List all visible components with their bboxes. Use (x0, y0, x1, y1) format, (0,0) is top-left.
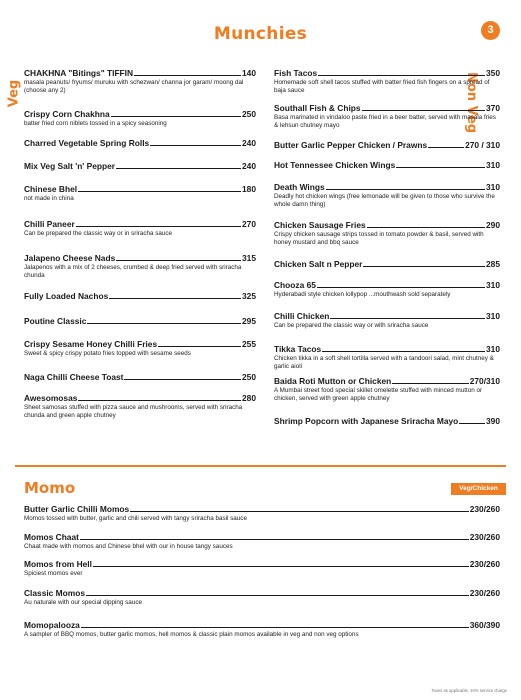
page-number-badge: 3 (481, 21, 500, 40)
item-name: Fish Tacos (274, 68, 318, 78)
menu-item (24, 588, 500, 607)
item-name: Fully Loaded Nachos (24, 291, 109, 301)
item-description: Hyderabadi style chicken lollypop ...mouthwash sold separately (274, 290, 451, 298)
item-description: Spiciest momos ever (24, 569, 83, 577)
item-name: Hot Tennessee Chicken Wings (274, 160, 396, 170)
item-name: Butter Garlic Pepper Chicken / Prawns (274, 140, 428, 150)
menu-item (274, 220, 500, 247)
item-price: 240 (242, 161, 256, 171)
footer-note: Taxes as applicable, 10% service charge (431, 688, 507, 693)
momo-section-title: Momo (24, 479, 76, 497)
menu-item (24, 219, 256, 238)
item-name: Momos Chaat (24, 532, 79, 542)
item-description: Au naturale with our special dipping sauce (24, 598, 142, 606)
item-price: 295 (242, 316, 256, 326)
menu-item (24, 620, 500, 639)
item-description: Sheet samosas stuffed with pizza sauce and mushrooms, served with sriracha chunda and green apple chutney (24, 403, 243, 419)
item-name: Poutine Classic (24, 316, 87, 326)
item-description: Sweet & spicy crispy potato fries topped with sesame seeds (24, 349, 191, 357)
item-description: Jalapenos with a mix of 2 cheeses, crumbed & deep fried served with sriracha chunda (24, 263, 242, 279)
menu-item (274, 416, 500, 426)
menu-item (24, 184, 256, 203)
item-description: Momos tossed with butter, garlic and chili served with tangy sriracha basil sauce (24, 514, 247, 522)
item-price: 310 (486, 280, 500, 290)
item-description: Homemade soft shell tacos stuffed with batter fried fish fingers on a spread of baja sauce (274, 78, 490, 94)
item-price: 390 (486, 416, 500, 426)
page-title: Munchies (213, 24, 308, 44)
item-name: Momopalooza (24, 620, 80, 630)
item-price: 310 (486, 311, 500, 321)
menu-item (24, 504, 500, 523)
item-price: 370 (486, 103, 500, 113)
menu-item (274, 160, 500, 170)
menu-item (274, 182, 500, 209)
item-name: Classic Momos (24, 588, 85, 598)
item-price: 310 (486, 344, 500, 354)
item-price: 285 (486, 259, 500, 269)
menu-item (24, 253, 256, 280)
menu-item (24, 393, 256, 420)
item-description: masala peanuts/ fryums/ muruku with schezwan/ channa jor garam/ moong dal (choose any 2) (24, 78, 244, 94)
menu-item (24, 161, 256, 171)
item-description: Deadly hot chicken wings (free lemonade will be given to those who survive the whole damn thing) (274, 192, 495, 208)
item-description: Basa marinated in vindaloo paste fried in a beer batter, served with masala fries & lehsun chutney mayo (274, 113, 496, 129)
item-price: 280 (242, 393, 256, 403)
item-name: Charred Vegetable Spring Rolls (24, 138, 150, 148)
item-name: Mix Veg Salt 'n' Pepper (24, 161, 116, 171)
item-description: Chicken tikka in a soft shell tortilla served with a tandoori salad, mint chutney & garlic aioli (274, 354, 494, 370)
menu-item (274, 344, 500, 371)
item-name: Chinese Bhel (24, 184, 78, 194)
item-name: Baida Roti Mutton or Chicken (274, 376, 392, 386)
veg-side-label: Veg (6, 79, 22, 108)
menu-item (274, 311, 500, 330)
item-name: Chicken Salt n Pepper (274, 259, 363, 269)
item-name: Awesomosas (24, 393, 78, 403)
menu-item (24, 559, 500, 578)
item-price: 310 (486, 182, 500, 192)
item-price: 360/390 (469, 620, 500, 630)
menu-item (24, 339, 256, 358)
item-name: Shrimp Popcorn with Japanese Sriracha Mayo (274, 416, 459, 426)
item-description: Chaat made with momos and Chinese bhel with our in house tangy sauces (24, 542, 233, 550)
menu-item (24, 138, 256, 148)
menu-item (274, 103, 500, 130)
item-price: 230/260 (469, 504, 500, 514)
menu-item (24, 532, 500, 551)
item-name: Southall Fish & Chips (274, 103, 361, 113)
item-price: 310 (486, 160, 500, 170)
item-price: 255 (242, 339, 256, 349)
item-name: Crispy Sesame Honey Chilli Fries (24, 339, 158, 349)
item-name: Chilli Chicken (274, 311, 330, 321)
item-description: A Mumbai street food special skillet omelette stuffed with minced mutton or chicken, served with green apple chutney (274, 386, 483, 402)
item-name: Tikka Tacos (274, 344, 322, 354)
item-price: 315 (242, 253, 256, 263)
menu-item (24, 316, 256, 326)
item-name: Butter Garlic Chilli Momos (24, 504, 130, 514)
item-price: 325 (242, 291, 256, 301)
item-description: Can be prepared the classic way or in sriracha sauce (24, 229, 173, 237)
section-divider (15, 465, 506, 467)
item-price: 180 (242, 184, 256, 194)
item-name: Chilli Paneer (24, 219, 75, 229)
item-name: Naga Chilli Cheese Toast (24, 372, 124, 382)
menu-item (274, 376, 500, 403)
item-price: 270 (242, 219, 256, 229)
item-price: 350 (486, 68, 500, 78)
item-price: 250 (242, 109, 256, 119)
item-description: Can be prepared the classic way or with sriracha sauce (274, 321, 429, 329)
item-description: batter fried corn niblets tossed in a spicy seasoning (24, 119, 167, 127)
item-price: 270/310 (469, 376, 500, 386)
menu-item (24, 291, 256, 301)
menu-item (274, 140, 500, 150)
item-name: Jalapeno Cheese Nads (24, 253, 116, 263)
item-name: Chooza 65 (274, 280, 316, 290)
item-price: 270 / 310 (465, 140, 500, 150)
item-name: CHAKHNA "Bitings" TIFFIN (24, 68, 134, 78)
item-name: Crispy Corn Chakhna (24, 109, 110, 119)
item-name: Death Wings (274, 182, 325, 192)
veg-chicken-tag: Veg/Chicken (451, 483, 506, 495)
item-name: Chicken Sausage Fries (274, 220, 366, 230)
menu-item (274, 259, 500, 269)
non-veg-side-label: Non Veg (464, 72, 479, 134)
item-description: A sampler of BBQ momos, butter garlic momos, hell momos & classic plain momos available in veg and non veg options (24, 630, 359, 638)
item-price: 230/260 (469, 588, 500, 598)
menu-item (24, 109, 256, 128)
item-price: 240 (242, 138, 256, 148)
menu-item (274, 280, 500, 299)
menu-item (24, 68, 256, 95)
menu-item (274, 68, 500, 95)
item-description: not made in china (24, 194, 74, 202)
item-name: Momos from Hell (24, 559, 92, 569)
item-price: 290 (486, 220, 500, 230)
item-price: 250 (242, 372, 256, 382)
item-price: 230/260 (469, 532, 500, 542)
menu-item (24, 372, 256, 382)
item-price: 230/260 (469, 559, 500, 569)
item-description: Crispy chicken sausage strips tossed in tomato powder & basil, served with honey mustard and bbq sauce (274, 230, 484, 246)
item-price: 140 (242, 68, 256, 78)
